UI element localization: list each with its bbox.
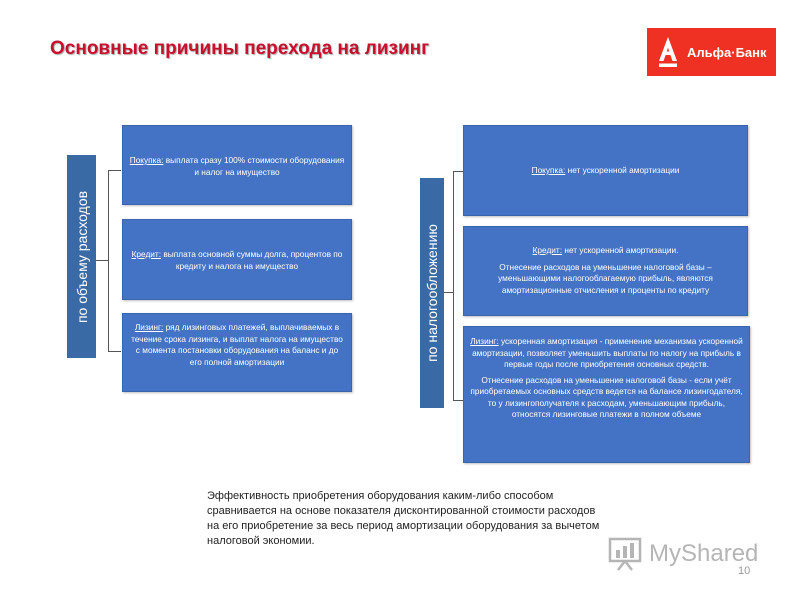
logo-text: Альфа·Банк — [687, 45, 767, 60]
right-item-credit: Кредит: нет ускоренной амортизации. Отнесение расходов на уменьшение налоговой базы – уменьшающими налогооблагаемую прибыль, являются амортизационные отчисления и проценты по кредиту — [463, 226, 748, 316]
watermark: MyShared — [607, 536, 643, 577]
right-item-leasing-extra: Отнесение расходов на уменьшение налоговой базы - если учёт приобретаемых основных средств ведется на балансе лизингодателя, то у лизингополучателя к расходам, уменьшающим прибыль, относятся лизинговые платежи в полном объеме — [470, 374, 743, 419]
right-category-label: по налогообложению — [420, 178, 444, 408]
right-item-purchase: Покупка: нет ускоренной амортизации — [463, 125, 748, 216]
left-bracket-tick — [96, 260, 108, 261]
presentation-icon — [607, 536, 643, 572]
right-item-credit-extra: Отнесение расходов на уменьшение налоговой базы – уменьшающими налогооблагаемую прибыль, являются амортизационные отчисления и проценты по кредиту — [498, 261, 713, 295]
left-category-label: по объему расходов — [67, 155, 96, 358]
alfa-logo-icon — [655, 35, 681, 69]
right-bracket-tick — [444, 292, 453, 293]
slide-title: Основные причины перехода на лизинг — [50, 38, 430, 59]
right-item-leasing: Лизинг: ускоренная амортизация - применение механизма ускоренной амортизации, позволяет уменьшить выплаты по налогу на прибыль в первые годы после приобретения основных средств. Отнесение расходов на уменьшение налоговой базы - если учёт приобретаемых основных средств ведется на балансе лизингодателя, то у лизингополучателя к расходам, уменьшающим прибыль, относятся лизинговые платежи в полном объеме — [463, 326, 750, 463]
left-item-leasing: Лизинг: ряд лизинговых платежей, выплачиваемых в течение срока лизинга, и выплат налога на имущество с момента постановки оборудования на баланс и до его полной амортизации — [122, 313, 352, 392]
left-bracket — [108, 170, 121, 352]
page-number: 10 — [738, 565, 751, 577]
footnote: Эффективность приобретения оборудования каким-либо способом сравнивается на основе показателя дисконтированной стоимости расходов на его приобретение за весь период амортизации оборудования за вычетом налоговой экономии. — [207, 490, 600, 547]
left-item-credit: Кредит: выплата основной суммы долга, процентов по кредиту и налога на имущество — [122, 219, 352, 300]
alfa-bank-logo — [647, 28, 776, 76]
left-item-purchase: Покупка: выплата сразу 100% стоимости оборудования и налог на имущество — [122, 125, 352, 205]
